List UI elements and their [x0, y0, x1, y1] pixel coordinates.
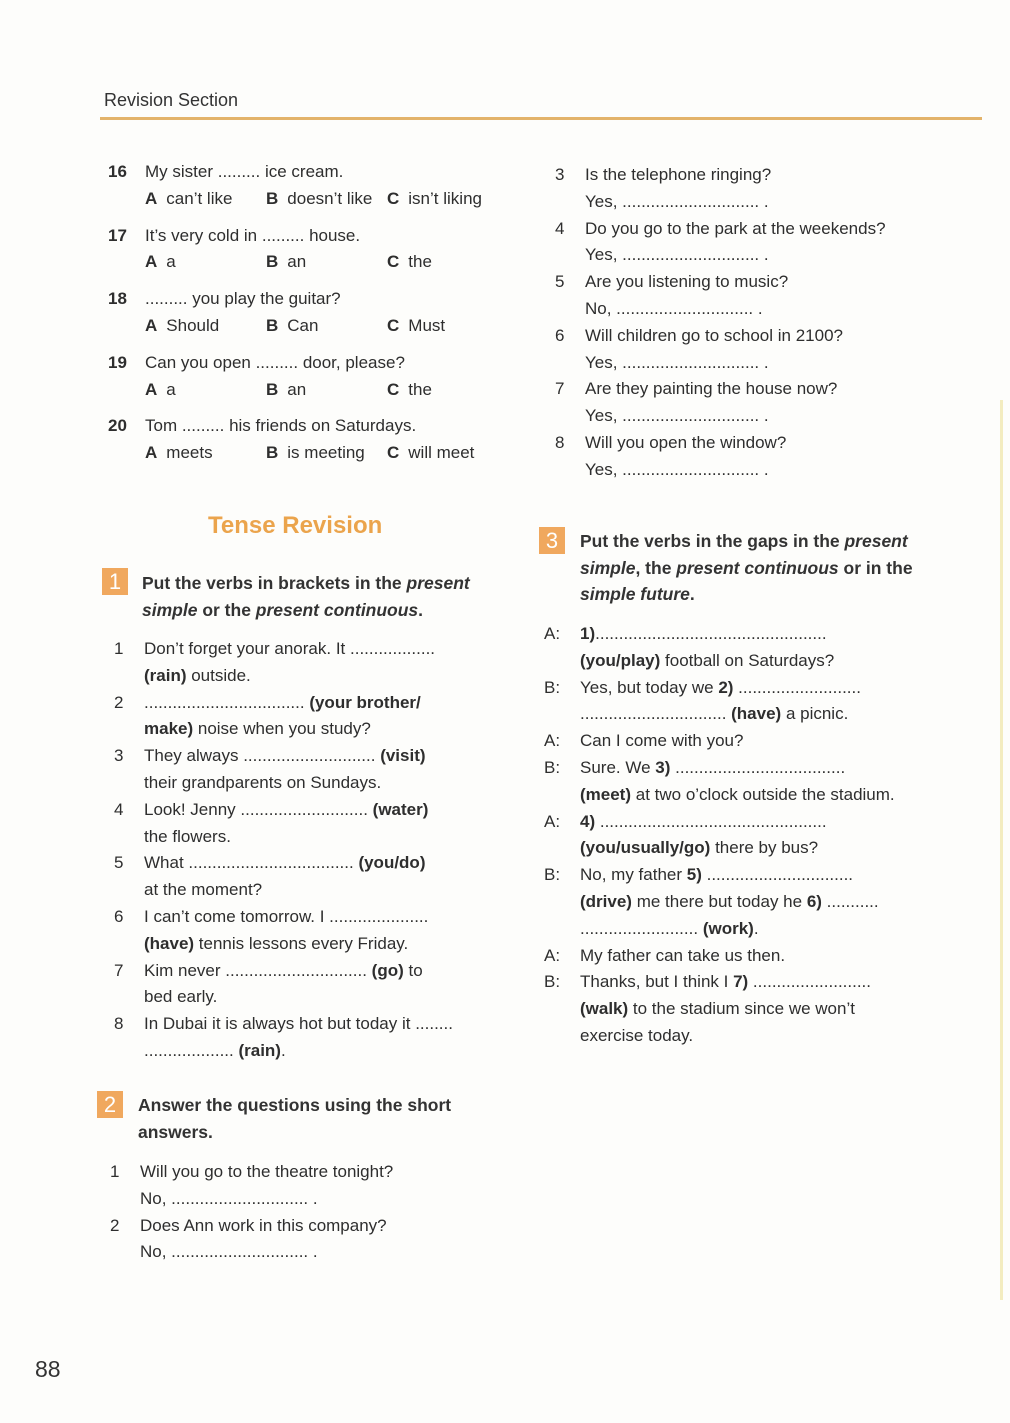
text-segment: (you/play)	[580, 650, 661, 670]
answer-option-a[interactable]	[145, 313, 266, 340]
option-letter: C	[387, 443, 400, 463]
text-segment: Sure. We	[580, 757, 656, 777]
text-segment: Yes, ............................. .	[585, 245, 769, 265]
text-segment: No, ............................. .	[140, 1188, 318, 1208]
dialogue-turn	[544, 675, 929, 729]
text-line	[580, 675, 929, 702]
text-line	[580, 943, 929, 970]
exercise-item	[555, 323, 935, 377]
multiple-choice-list	[108, 159, 508, 477]
exercise-item-number: 7	[114, 960, 124, 980]
text-segment: Are they painting the house now?	[585, 379, 838, 399]
text-segment: Put the verbs in brackets in the	[142, 573, 407, 593]
text-segment: simple	[142, 599, 198, 620]
option-letter: A	[145, 188, 158, 208]
option-letter: A	[145, 443, 158, 463]
text-line	[585, 269, 935, 296]
dialogue-turn	[544, 755, 929, 809]
answer-option-c[interactable]	[387, 440, 508, 467]
option-letter: C	[387, 315, 400, 335]
text-segment: In Dubai it is always hot but today it ........	[144, 1014, 453, 1034]
dialogue-turn-number: A:	[544, 731, 561, 751]
exercise-3-instructions	[580, 528, 913, 608]
text-segment: .........................	[580, 918, 703, 938]
text-segment: (have)	[144, 933, 195, 953]
exercise-item	[114, 636, 494, 690]
running-header: Revision Section	[104, 90, 239, 110]
exercise-2-instructions	[138, 1092, 451, 1145]
text-segment: Put the verbs in the gaps in the	[580, 531, 845, 551]
text-segment: .........................	[748, 972, 872, 992]
text-line	[140, 1186, 490, 1213]
text-line	[580, 1023, 929, 1050]
text-segment: (rain)	[238, 1040, 281, 1060]
exercise-item-number: 2	[114, 692, 124, 712]
text-segment: , the	[635, 557, 677, 578]
text-segment: 7)	[733, 972, 749, 992]
text-line	[142, 597, 470, 624]
option-letter: C	[387, 379, 400, 399]
text-segment: Will children go to school in 2100?	[585, 325, 843, 345]
text-segment: Look! Jenny ...........................	[144, 799, 373, 819]
option-letter: B	[266, 188, 279, 208]
dialogue-turn	[544, 969, 929, 1049]
exercise-item-number: 4	[555, 218, 565, 238]
text-segment: .................................................	[595, 624, 827, 643]
answer-option-c[interactable]	[387, 377, 508, 404]
exercise-item-number: 3	[555, 165, 565, 184]
exercise-1-items	[114, 636, 494, 1065]
text-line	[580, 916, 929, 943]
question-text: Can you open ......... door, please?	[145, 352, 405, 372]
text-segment: (go)	[371, 960, 404, 980]
exercise-item	[555, 269, 935, 323]
text-segment: (visit)	[380, 746, 426, 766]
text-line	[580, 969, 929, 996]
answer-options	[145, 313, 508, 340]
text-segment: ...............................	[580, 704, 732, 724]
text-line	[585, 216, 935, 243]
text-segment: ...............................	[701, 865, 854, 885]
text-segment: They always ............................	[144, 746, 381, 766]
answer-option-c[interactable]	[387, 186, 508, 213]
text-segment: present continuous	[676, 557, 839, 578]
text-segment: (walk)	[580, 999, 629, 1019]
exercise-item-number: 6	[114, 906, 124, 926]
text-segment: .	[280, 1040, 286, 1060]
text-line	[144, 743, 494, 770]
text-segment: simple	[580, 557, 636, 578]
exercise-2-items-right	[555, 162, 935, 484]
option-text: is meeting	[287, 443, 365, 463]
text-segment: or in the	[838, 557, 913, 578]
text-segment: tennis lessons every Friday.	[194, 933, 409, 953]
text-segment: No, ............................. .	[585, 298, 763, 318]
text-segment: to the stadium since we won’t	[628, 999, 855, 1019]
option-text: doesn’t like	[287, 188, 373, 208]
exercise-item-number: 5	[555, 272, 565, 292]
question-number: 18	[108, 289, 127, 309]
dialogue-turn	[544, 728, 929, 755]
dialogue-turn-number: B:	[544, 757, 561, 777]
text-line	[580, 648, 929, 675]
question-text: Tom ......... his friends on Saturdays.	[145, 416, 417, 436]
question-text: ......... you play the guitar?	[145, 289, 341, 309]
text-line	[585, 242, 935, 269]
text-segment: football on Saturdays?	[660, 650, 835, 670]
text-segment: noise when you study?	[193, 719, 371, 739]
text-segment: (you/usually/go)	[580, 838, 711, 858]
text-segment: me there but today he	[631, 891, 807, 911]
text-segment: Are you listening to music?	[585, 272, 789, 292]
dialogue-turn-number: A:	[544, 945, 561, 965]
answer-options	[145, 377, 508, 404]
text-segment: Thanks, but I think I	[580, 972, 734, 992]
text-segment: Is the telephone ringing?	[585, 165, 772, 184]
option-letter: B	[266, 252, 279, 272]
exercise-item	[114, 743, 494, 797]
question-item	[108, 159, 508, 213]
text-line	[580, 835, 929, 862]
exercise-item	[114, 690, 494, 744]
option-text: the	[408, 379, 432, 399]
text-line	[140, 1213, 490, 1240]
text-segment: answers.	[138, 1121, 213, 1142]
text-line	[144, 958, 494, 985]
text-segment: Yes, ............................. .	[585, 459, 769, 479]
text-line	[144, 663, 494, 690]
section-title: Tense Revision	[208, 512, 383, 539]
text-line	[140, 1239, 490, 1266]
exercise-item	[555, 430, 935, 484]
text-line	[580, 701, 929, 728]
text-segment: (meet)	[580, 784, 632, 804]
text-line	[585, 189, 935, 216]
text-segment: Yes, ............................. .	[585, 406, 769, 426]
text-line	[585, 323, 935, 350]
text-line	[580, 755, 929, 782]
exercise-item-number: 2	[110, 1215, 120, 1235]
text-segment: No, ............................. .	[140, 1242, 318, 1262]
exercise-1-instructions	[142, 570, 470, 623]
text-line	[580, 862, 929, 889]
exercise-2-badge: 2	[97, 1091, 123, 1118]
option-letter: A	[145, 379, 158, 399]
text-segment: present	[844, 531, 908, 551]
text-segment: (rain)	[144, 665, 187, 685]
text-segment: ...........	[821, 891, 879, 911]
text-segment: .	[418, 599, 424, 620]
text-segment: .	[689, 584, 695, 604]
text-line	[580, 581, 913, 608]
exercise-item	[555, 376, 935, 430]
text-line	[144, 824, 494, 851]
text-segment: 6)	[806, 891, 822, 911]
exercise-item	[114, 958, 494, 1012]
exercise-item	[114, 850, 494, 904]
exercise-3-dialogue	[544, 621, 929, 1050]
text-line	[144, 850, 494, 877]
question-text: It’s very cold in ......... house.	[145, 225, 361, 245]
answer-options	[145, 440, 508, 467]
text-line	[142, 570, 470, 597]
text-line	[585, 403, 935, 430]
text-segment: Yes, ............................. .	[585, 352, 769, 372]
text-line	[580, 996, 929, 1023]
exercise-item	[114, 1011, 494, 1065]
option-letter: C	[387, 188, 400, 208]
answer-option-b[interactable]	[266, 249, 387, 276]
text-segment: Will you go to the theatre tonight?	[140, 1162, 394, 1181]
answer-option-b[interactable]	[266, 440, 387, 467]
option-text: isn’t liking	[408, 188, 482, 208]
text-line	[580, 528, 913, 555]
text-line	[580, 728, 929, 755]
text-line	[585, 457, 935, 484]
text-segment: 3)	[655, 757, 671, 777]
text-line	[144, 904, 494, 931]
text-segment: Answer the questions using the short	[138, 1095, 452, 1115]
question-item	[108, 413, 508, 467]
option-text: a	[166, 252, 176, 272]
text-segment: to	[403, 960, 423, 980]
option-letter: B	[266, 315, 279, 335]
text-line	[144, 877, 494, 904]
option-text: Must	[408, 315, 446, 335]
text-segment: a picnic.	[781, 704, 849, 724]
exercise-item-number: 6	[555, 325, 565, 345]
answer-option-b[interactable]	[266, 313, 387, 340]
text-line	[585, 296, 935, 323]
text-segment: 2)	[718, 677, 734, 697]
text-segment: (drive)	[580, 891, 632, 911]
exercise-item-number: 8	[555, 432, 565, 452]
text-line	[580, 809, 929, 836]
text-segment: Will you open the window?	[585, 432, 787, 452]
option-text: can’t like	[166, 188, 233, 208]
option-letter: A	[145, 252, 158, 272]
text-segment: Yes, ............................. .	[585, 191, 769, 211]
exercise-item	[110, 1213, 490, 1267]
text-line	[140, 1159, 490, 1186]
text-line	[144, 1011, 494, 1038]
question-item	[108, 350, 508, 404]
exercise-item-number: 1	[110, 1162, 120, 1181]
answer-option-b[interactable]	[266, 186, 387, 213]
header-rule	[100, 117, 982, 120]
text-segment: simple future	[580, 584, 690, 604]
option-text: an	[287, 252, 307, 272]
text-segment: .	[753, 918, 759, 938]
dialogue-turn-number: B:	[544, 865, 561, 885]
question-number: 17	[108, 225, 127, 245]
text-segment: 5)	[686, 865, 702, 885]
text-segment: exercise today.	[580, 1025, 694, 1045]
text-line	[580, 889, 929, 916]
text-line	[580, 621, 929, 648]
option-text: Can	[287, 315, 319, 335]
text-segment: ..........................	[733, 677, 861, 697]
question-item	[108, 223, 508, 277]
exercise-item-number: 8	[114, 1014, 124, 1034]
page-number: 88	[35, 1356, 61, 1382]
exercise-2-items-left	[110, 1159, 490, 1266]
text-line	[138, 1119, 451, 1146]
text-segment: Can I come with you?	[580, 731, 744, 751]
page-edge-shadow	[1000, 400, 1003, 1300]
text-segment: (your brother/	[309, 692, 421, 712]
exercise-item	[114, 797, 494, 851]
option-text: Should	[166, 315, 220, 335]
text-segment: there by bus?	[710, 838, 819, 858]
exercise-item	[114, 904, 494, 958]
text-segment: or the	[197, 599, 256, 620]
text-line	[585, 376, 935, 403]
exercise-item-number: 4	[114, 799, 124, 819]
text-segment: present	[406, 573, 470, 593]
exercise-item-number: 1	[114, 639, 124, 658]
text-segment: (water)	[372, 799, 429, 819]
option-letter: C	[387, 252, 400, 272]
dialogue-turn	[544, 862, 929, 942]
exercise-item-number: 7	[555, 379, 565, 399]
text-segment: outside.	[186, 665, 251, 685]
text-segment: ..................................	[144, 692, 310, 712]
option-text: meets	[166, 443, 213, 463]
text-segment: bed early.	[144, 987, 218, 1007]
text-segment: No, my father	[580, 865, 687, 885]
answer-option-a[interactable]	[145, 249, 266, 276]
exercise-item-number: 3	[114, 746, 124, 766]
option-text: a	[166, 379, 176, 399]
exercise-item	[555, 162, 935, 216]
dialogue-turn-number: B:	[544, 972, 561, 992]
answer-options	[145, 186, 508, 213]
text-segment: 4)	[580, 811, 596, 831]
text-segment: the flowers.	[144, 826, 231, 846]
text-segment: their grandparents on Sundays.	[144, 772, 382, 792]
option-letter: B	[266, 379, 279, 399]
text-line	[144, 770, 494, 797]
text-line	[144, 636, 494, 663]
exercise-item	[110, 1159, 490, 1213]
answer-options	[145, 249, 508, 276]
answer-option-c[interactable]	[387, 313, 508, 340]
text-line	[144, 690, 494, 717]
text-segment: ................................................	[595, 811, 827, 831]
dialogue-turn	[544, 943, 929, 970]
dialogue-turn	[544, 809, 929, 863]
dialogue-turn	[544, 621, 929, 675]
text-segment: Yes, but today we	[580, 677, 719, 697]
text-line	[585, 430, 935, 457]
answer-option-b[interactable]	[266, 377, 387, 404]
text-line	[138, 1092, 451, 1119]
text-line	[144, 797, 494, 824]
text-segment: Does Ann work in this company?	[140, 1215, 387, 1235]
answer-option-a[interactable]	[145, 186, 266, 213]
text-segment: present continuous	[255, 599, 419, 620]
option-text: will meet	[408, 443, 475, 463]
option-text: an	[287, 379, 307, 399]
text-segment: Do you go to the park at the weekends?	[585, 218, 886, 238]
text-segment: My father can take us then.	[580, 945, 786, 965]
text-segment: at the moment?	[144, 880, 263, 900]
text-line	[580, 555, 913, 582]
option-letter: A	[145, 315, 158, 335]
question-number: 16	[108, 162, 127, 181]
text-line	[580, 782, 929, 809]
text-segment: at two o’clock outside the stadium.	[631, 784, 895, 804]
question-number: 19	[108, 352, 127, 372]
text-segment: (work)	[702, 918, 754, 938]
text-segment: 1)	[580, 624, 596, 643]
text-line	[144, 931, 494, 958]
text-segment: (you/do)	[358, 853, 426, 873]
question-text: My sister ......... ice cream.	[145, 162, 344, 181]
text-segment: What ...................................	[144, 853, 359, 873]
text-segment: Kim never ..............................	[144, 960, 372, 980]
answer-option-c[interactable]	[387, 249, 508, 276]
text-segment: make)	[144, 719, 194, 739]
option-text: the	[408, 252, 432, 272]
text-line	[144, 716, 494, 743]
dialogue-turn-number: A:	[544, 624, 561, 643]
exercise-item	[555, 216, 935, 270]
text-segment: ....................................	[670, 757, 846, 777]
question-item	[108, 286, 508, 340]
text-segment: (have)	[731, 704, 782, 724]
exercise-3-badge: 3	[539, 527, 565, 554]
exercise-1-badge: 1	[102, 568, 128, 595]
exercise-item-number: 5	[114, 853, 124, 873]
answer-option-a[interactable]	[145, 440, 266, 467]
dialogue-turn-number: A:	[544, 811, 561, 831]
text-segment: ...................	[144, 1040, 239, 1060]
text-line	[585, 350, 935, 377]
dialogue-turn-number: B:	[544, 677, 561, 697]
text-segment: I can’t come tomorrow. I .....................	[144, 906, 429, 926]
text-line	[144, 984, 494, 1011]
option-letter: B	[266, 443, 279, 463]
text-segment: Don’t forget your anorak. It ..................	[144, 639, 436, 658]
text-line	[144, 1038, 494, 1065]
answer-option-a[interactable]	[145, 377, 266, 404]
question-number: 20	[108, 416, 127, 436]
text-line	[585, 162, 935, 189]
